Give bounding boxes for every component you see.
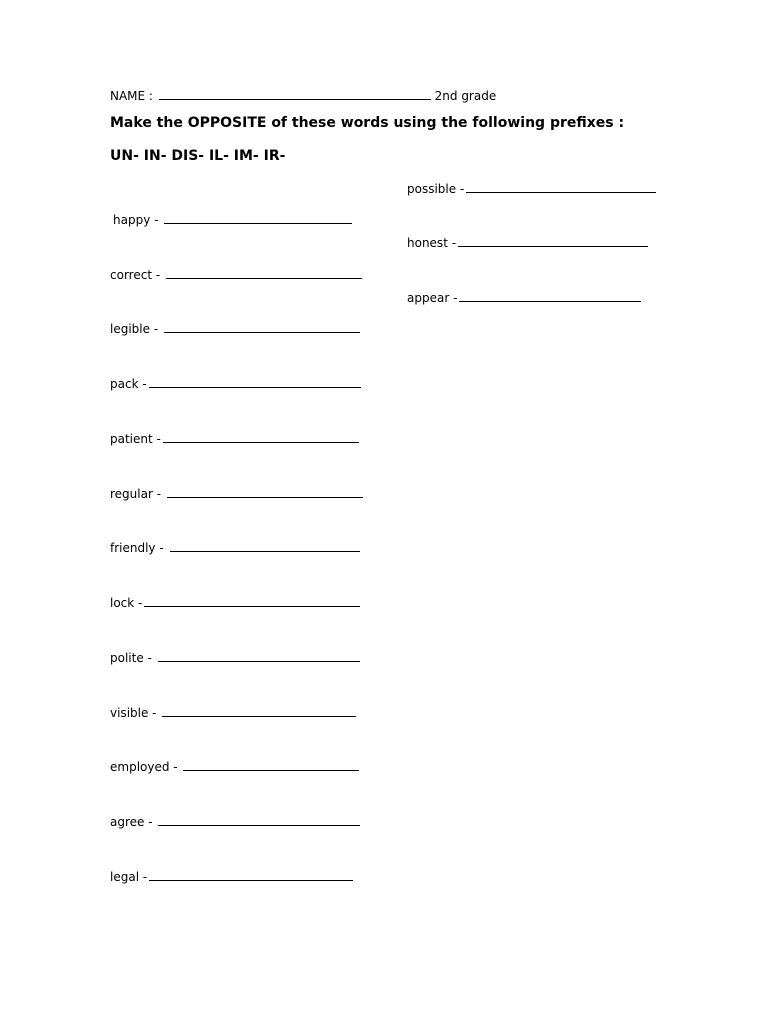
word-label: pack -: [110, 377, 147, 391]
name-blank[interactable]: [159, 87, 431, 100]
word-item: [407, 234, 648, 250]
word-item: [110, 266, 362, 282]
word-label: regular -: [110, 487, 162, 501]
word-item: [110, 320, 360, 336]
word-label: employed -: [110, 760, 178, 774]
word-item: [407, 180, 656, 196]
word-label: friendly -: [110, 541, 164, 555]
prefix-list: UN- IN- DIS- IL- IM- IR-: [110, 148, 286, 164]
word-item: [110, 649, 360, 665]
word-label: polite -: [110, 651, 152, 665]
word-label: correct -: [110, 268, 161, 282]
word-label: visible -: [110, 706, 157, 720]
answer-blank[interactable]: [144, 594, 360, 607]
word-label: possible -: [407, 182, 465, 196]
word-label: happy -: [113, 213, 159, 227]
answer-blank[interactable]: [163, 430, 359, 443]
answer-blank[interactable]: [162, 704, 356, 717]
answer-blank[interactable]: [166, 266, 362, 279]
word-item: [407, 289, 641, 305]
word-item: [110, 758, 359, 774]
answer-blank[interactable]: [466, 180, 656, 193]
answer-blank[interactable]: [183, 758, 359, 771]
answer-blank[interactable]: [164, 320, 360, 333]
word-item: [110, 485, 363, 501]
word-item: [110, 704, 356, 720]
word-label: legible -: [110, 322, 159, 336]
word-item: [110, 868, 353, 884]
answer-blank[interactable]: [158, 649, 360, 662]
word-label: agree -: [110, 815, 153, 829]
word-label: appear -: [407, 291, 458, 305]
name-label: NAME :: [110, 89, 153, 103]
name-line: [110, 87, 496, 103]
word-item: [110, 594, 360, 610]
answer-blank[interactable]: [158, 813, 360, 826]
answer-blank[interactable]: [164, 211, 352, 224]
answer-blank[interactable]: [167, 485, 363, 498]
word-item: [110, 813, 360, 829]
word-item: [110, 430, 359, 446]
word-item: [110, 375, 361, 391]
answer-blank[interactable]: [149, 868, 353, 881]
word-label: patient -: [110, 432, 161, 446]
grade-label: 2nd grade: [434, 89, 497, 103]
word-label: legal -: [110, 870, 148, 884]
answer-blank[interactable]: [170, 539, 360, 552]
word-label: lock -: [110, 596, 143, 610]
word-label: honest -: [407, 236, 457, 250]
answer-blank[interactable]: [458, 234, 648, 247]
word-item: [113, 211, 352, 227]
word-item: [110, 539, 360, 555]
instructions-title: Make the OPPOSITE of these words using the following prefixes :: [110, 115, 625, 131]
answer-blank[interactable]: [459, 289, 641, 302]
answer-blank[interactable]: [149, 375, 361, 388]
